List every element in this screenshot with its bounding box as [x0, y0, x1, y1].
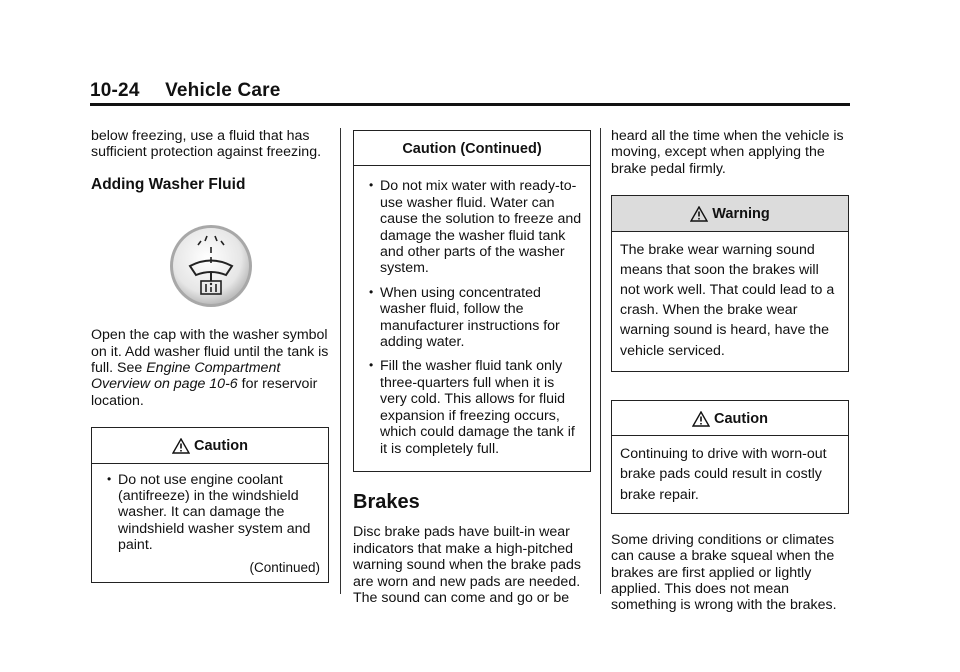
brake-squeal-paragraph: Some driving conditions or climates can cause a brake squeal when the brakes are first applied or lightly applied. This does not mean something is wrong with the brakes. — [611, 531, 837, 614]
caution-box — [91, 427, 329, 583]
caution-box — [611, 400, 849, 514]
heading-brakes: Brakes — [353, 490, 420, 513]
caution-continued-title: Caution (Continued) — [354, 131, 590, 166]
column-3 — [611, 128, 849, 614]
caution-item: • Do not mix water with ready-to-use washer fluid. Water can cause the solution to freeze and damage the washer fluid tank and other parts of the washer system. — [362, 178, 582, 276]
column-divider-2 — [600, 128, 601, 594]
section-title: Vehicle Care — [165, 80, 281, 101]
column-1 — [91, 128, 329, 583]
warning-triangle-icon — [690, 206, 708, 222]
warning-body: The brake wear warning sound means that soon the brakes will not work well. That could lead to a crash. When the brake wear warning sound is heard, have the vehicle serviced. — [620, 241, 835, 359]
caution-item: • Do not use engine coolant (antifreeze) in the windshield washer. It can damage the windshield washer system and paint. — [100, 472, 320, 554]
caution-continued-box — [353, 130, 591, 472]
warning-triangle-icon — [692, 411, 710, 427]
warning-title: Warning — [612, 196, 848, 231]
caution-item: • When using concentrated washer fluid, follow the manufacturer instructions for adding water. — [362, 285, 582, 351]
caution-title: Caution — [612, 401, 848, 436]
caution-title: Caution — [92, 428, 328, 463]
page-header — [90, 80, 281, 102]
warning-triangle-icon — [172, 438, 190, 454]
page-number: 10-24 — [90, 80, 140, 101]
brakes-paragraph: Disc brake pads have built-in wear indicators that make a high-pitched warning sound when the brake pads are worn and new pads are needed. The sound can come and go or be — [353, 524, 581, 606]
continued-label: (Continued) — [249, 559, 320, 575]
header-rule — [90, 103, 850, 106]
caution-item: • Fill the washer fluid tank only three-quarters full when it is very cold. This allows for fluid expansion if freezing occurs, which could damage the tank if it is completely full. — [362, 358, 582, 456]
column-divider-1 — [340, 128, 341, 594]
engine-compartment-link[interactable]: Engine Compartment Overview on page 10-6 — [91, 360, 281, 393]
subheading-adding-washer-fluid: Adding Washer Fluid — [91, 175, 246, 193]
column-2 — [353, 128, 591, 606]
warning-box — [611, 195, 849, 372]
washer-paragraph: Open the cap with the washer symbol on it. Add washer fluid until the tank is full. See Engine Compartment Overview on page 10-6 for reservoir location. — [91, 327, 329, 409]
caution-body: Continuing to drive with worn-out brake pads could result in costly brake repair. — [620, 446, 827, 503]
washer-fluid-symbol-icon — [91, 223, 329, 313]
intro-paragraph: below freezing, use a fluid that has sufficient protection against freezing. — [91, 128, 322, 161]
intro-paragraph: heard all the time when the vehicle is moving, except when applying the brake pedal firmly. — [611, 128, 844, 177]
